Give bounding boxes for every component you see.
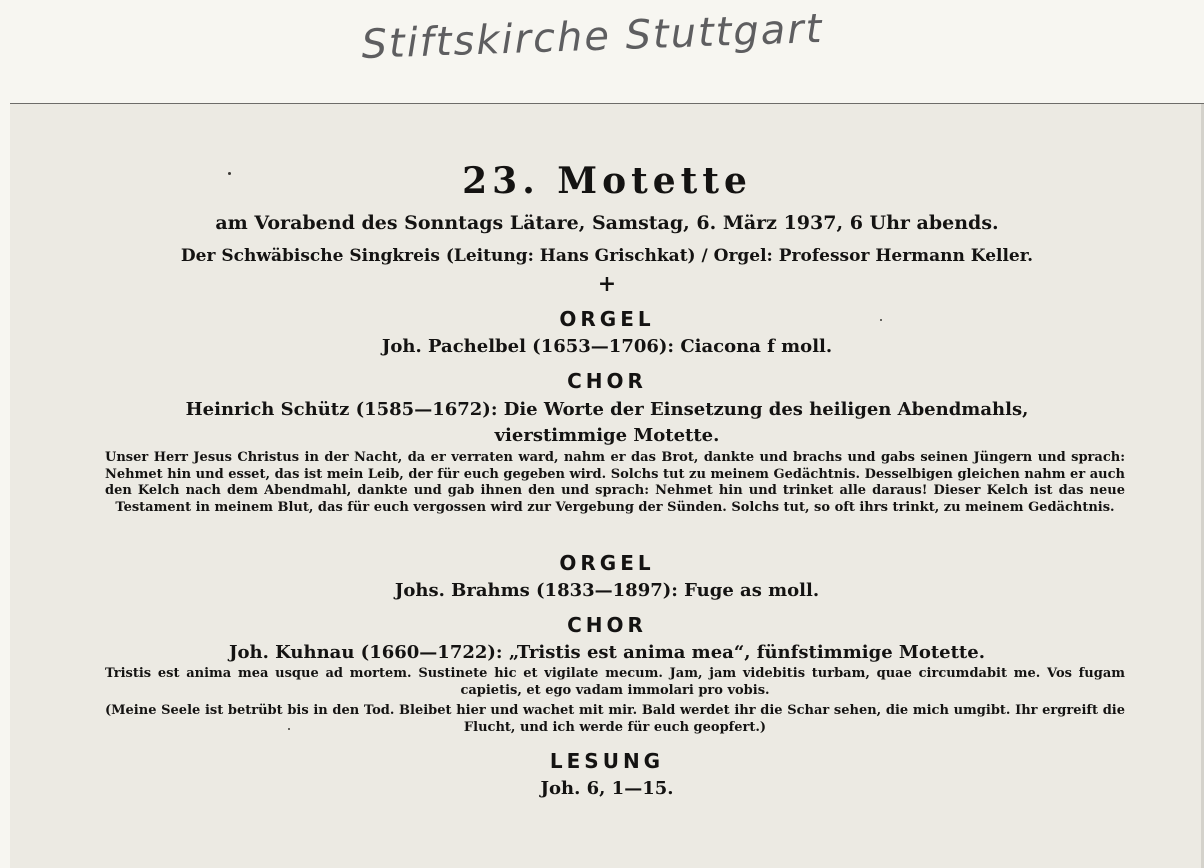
section-heading-chor-1: CHOR: [567, 369, 647, 393]
program-sheet: [10, 103, 1204, 868]
piece-pachelbel: Joh. Pachelbel (1653—1706): Ciacona f moll.: [381, 336, 833, 357]
cross-symbol: +: [597, 271, 617, 297]
paper-speck: [288, 728, 290, 730]
paper-speck: [228, 172, 231, 175]
handwritten-note: Stiftskirche Stuttgart: [360, 5, 825, 68]
piece-kuhnau: Joh. Kuhnau (1660—1722): „Tristis est anima mea“, fünfstimmige Motette.: [229, 642, 985, 663]
text-abendmahl: Unser Herr Jesus Christus in der Nacht, da er verraten ward, nahm er das Brot, dankte und brachs und gabs seinen Jüngern und sprach: Nehmet hin und esset, das ist mein Leib, der für euch gegeben wird. Solchs tut zu meinem Gedächtnis. Desselbigen gleichen nahm er auch den Kelch nach dem Abendmahl, dankte und gab ihnen den und sprach: Nehmet hin und trinket alle daraus! Dieser Kelch ist das neue Testament in meinem Blut, das für euch vergossen wird zur Vergebung der Sünden. Solchs tut, so oft ihrs trinkt, zu meinem Gedächtnis.: [105, 450, 1125, 515]
text-tristis-german: (Meine Seele ist betrübt bis in den Tod. Bleibet hier und wachet mit mir. Bald werdet ihr die Schar sehen, die mich umgibt. Ihr ergreift die Flucht, und ich werde für euch geopfert.): [105, 703, 1125, 735]
text-tristis-latin: Tristis est anima mea usque ad mortem. Sustinete hic et vigilate mecum. Jam, jam videbitis turbam, quae circumdabit me. Vos fugam capietis, et ego vadam immolari pro vobis.: [105, 666, 1125, 698]
section-heading-chor-2: CHOR: [567, 613, 647, 637]
piece-schuetz-line2: vierstimmige Motette.: [494, 425, 720, 446]
occasion-line: am Vorabend des Sonntags Lätare, Samstag, 6. März 1937, 6 Uhr abends.: [215, 212, 999, 234]
section-heading-orgel-1: ORGEL: [559, 307, 655, 331]
section-heading-lesung: LESUNG: [549, 749, 665, 773]
piece-schuetz-line1: Heinrich Schütz (1585—1672): Die Worte der Einsetzung des heiligen Abendmahls,: [185, 399, 1029, 420]
reading-reference: Joh. 6, 1—15.: [540, 778, 674, 799]
program-title: 23. Motette: [462, 160, 752, 202]
piece-brahms: Johs. Brahms (1833—1897): Fuge as moll.: [394, 580, 820, 601]
section-heading-orgel-2: ORGEL: [559, 551, 655, 575]
performers-line: Der Schwäbische Singkreis (Leitung: Hans Grischkat) / Orgel: Professor Hermann Keller.: [180, 246, 1034, 266]
paper-speck: [880, 319, 882, 321]
